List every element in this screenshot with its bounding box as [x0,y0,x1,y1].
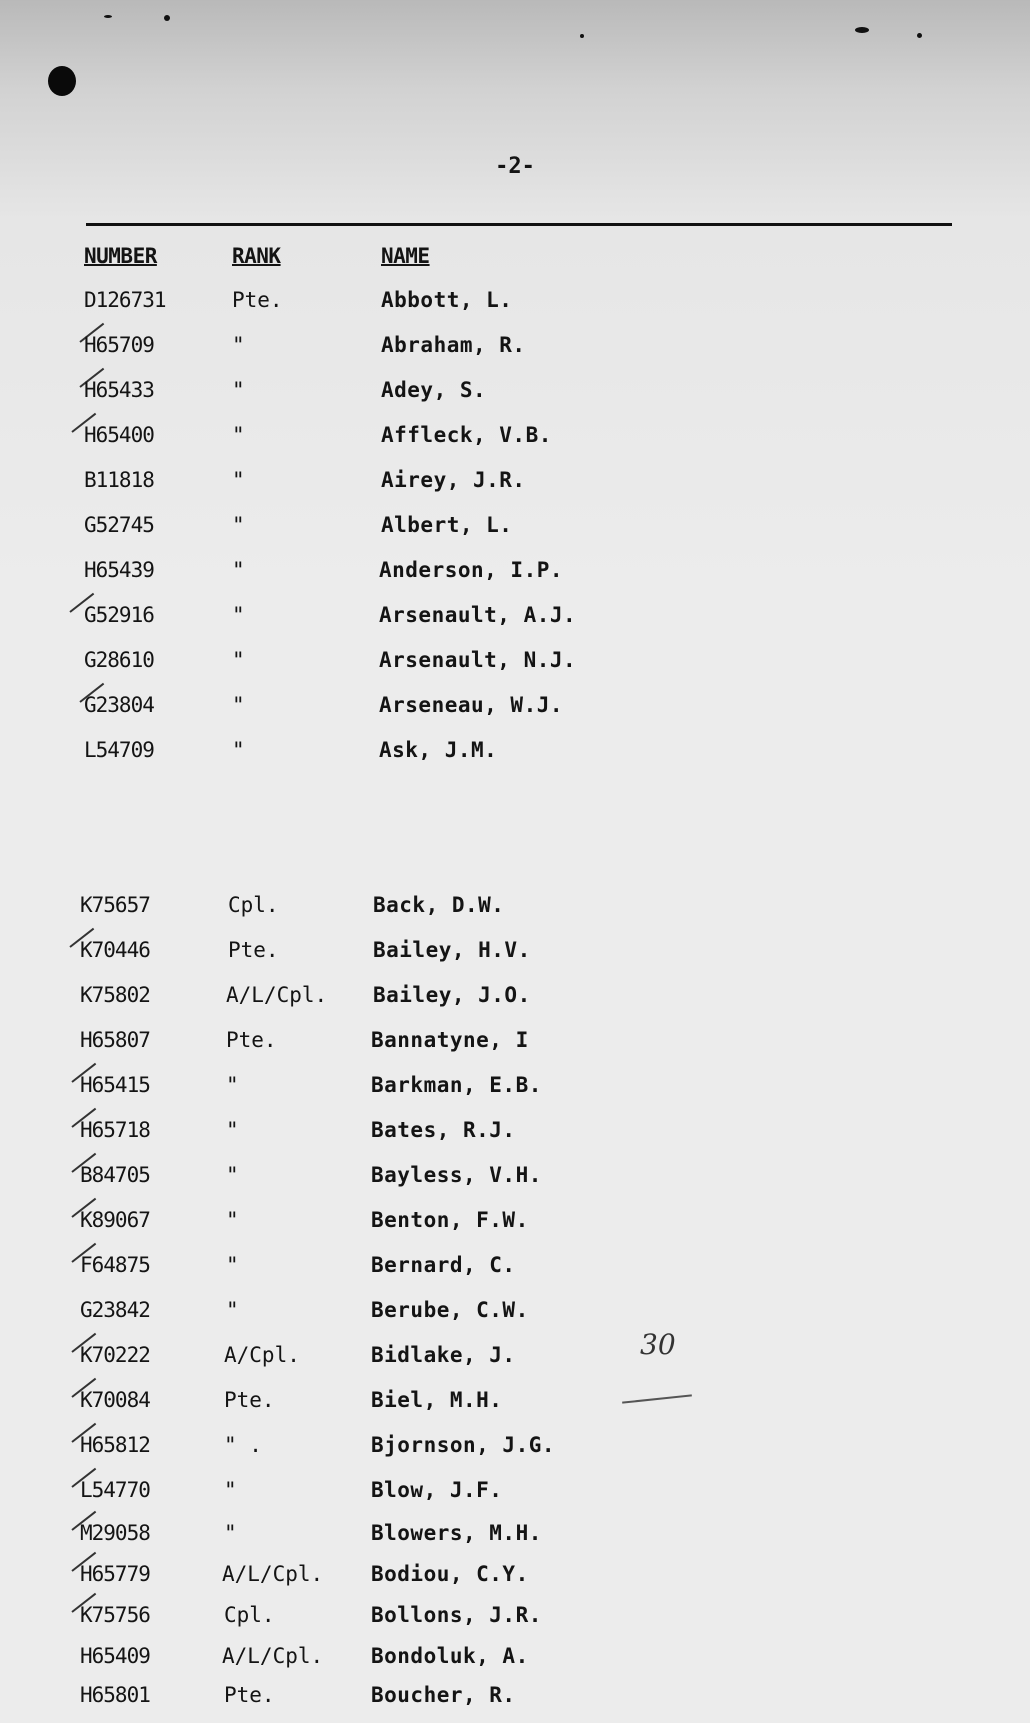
table-row [0,423,1030,463]
table-row [0,938,1030,978]
ink-speck [580,34,584,38]
soldier-name: Blow, J.F. [371,1478,503,1502]
rank: A/L/Cpl. [226,983,328,1007]
rank: " [232,738,245,762]
rank: " [226,1253,239,1277]
table-row [0,1433,1030,1473]
rank: " [226,1298,239,1322]
rank: Pte. [228,938,279,962]
service-number: G23804 [84,693,154,717]
table-row [0,513,1030,553]
punch-hole [48,66,76,96]
table-row [0,738,1030,778]
ink-speck [164,15,170,21]
service-number: H65415 [80,1073,150,1097]
soldier-name: Abraham, R. [381,333,526,357]
soldier-name: Back, D.W. [373,893,505,917]
soldier-name: Bayless, V.H. [371,1163,542,1187]
soldier-name: Bailey, H.V. [373,938,531,962]
rank: Pte. [232,288,283,312]
soldier-name: Bjornson, J.G. [371,1433,556,1457]
rank: " [226,1163,239,1187]
rank: Pte. [224,1388,275,1412]
table-row [0,1163,1030,1203]
name-column-header: NAME [381,244,430,268]
ink-speck [104,15,112,18]
service-number: H65718 [80,1118,150,1142]
soldier-name: Bondoluk, A. [371,1644,529,1668]
rank: " [226,1118,239,1142]
table-row [0,1683,1030,1723]
service-number: K70446 [80,938,150,962]
rank: " [232,378,245,402]
service-number: D126731 [84,288,166,312]
service-number: K70084 [80,1388,150,1412]
ink-speck [917,33,922,38]
rank: Cpl. [224,1603,275,1627]
soldier-name: Bannatyne, I [371,1028,529,1052]
service-number: H65807 [80,1028,150,1052]
soldier-name: Biel, M.H. [371,1388,503,1412]
service-number: G28610 [84,648,154,672]
rank: A/L/Cpl. [222,1562,324,1586]
rank: " [224,1478,237,1502]
soldier-name: Barkman, E.B. [371,1073,542,1097]
soldier-name: Benton, F.W. [371,1208,529,1232]
header-rule [86,223,952,226]
soldier-name: Blowers, M.H. [371,1521,542,1545]
soldier-name: Arseneau, W.J. [379,693,564,717]
service-number: H65433 [84,378,154,402]
table-row [0,288,1030,328]
table-row [0,648,1030,688]
table-row [0,893,1030,933]
service-number: H65779 [80,1562,150,1586]
service-number: K89067 [80,1208,150,1232]
service-number: H65801 [80,1683,150,1707]
service-number: H65400 [84,423,154,447]
table-row [0,1521,1030,1561]
service-number: L54770 [80,1478,150,1502]
service-number: G23842 [80,1298,150,1322]
service-number: B84705 [80,1163,150,1187]
table-row [0,378,1030,418]
table-row [0,468,1030,508]
rank-column-header: RANK [232,244,281,268]
soldier-name: Ask, J.M. [379,738,498,762]
rank: " [232,513,245,537]
service-number: G52916 [84,603,154,627]
ink-speck [855,27,869,33]
table-row [0,1298,1030,1338]
rank: " [232,468,245,492]
rank: Pte. [226,1028,277,1052]
table-row [0,1478,1030,1518]
soldier-name: Bidlake, J. [371,1343,516,1367]
table-row [0,333,1030,373]
service-number: M29058 [80,1521,150,1545]
soldier-name: Affleck, V.B. [381,423,552,447]
service-number: H65812 [80,1433,150,1457]
rank: " [232,558,245,582]
handwritten-margin-note: 30 [640,1328,676,1361]
rank: " . [224,1433,262,1457]
rank: " [232,423,245,447]
table-row [0,1343,1030,1383]
number-column-header: NUMBER [84,244,157,268]
soldier-name: Bodiou, C.Y. [371,1562,529,1586]
table-row [0,1388,1030,1428]
soldier-name: Berube, C.W. [371,1298,529,1322]
service-number: G52745 [84,513,154,537]
rank: " [232,648,245,672]
rank: Cpl. [228,893,279,917]
rank: Pte. [224,1683,275,1707]
soldier-name: Bailey, J.O. [373,983,531,1007]
service-number: F64875 [80,1253,150,1277]
soldier-name: Anderson, I.P. [379,558,564,582]
soldier-name: Arsenault, A.J. [379,603,577,627]
rank: " [232,333,245,357]
soldier-name: Adey, S. [381,378,487,402]
rank: " [232,603,245,627]
table-row [0,1208,1030,1248]
rank: " [232,693,245,717]
soldier-name: Arsenault, N.J. [379,648,577,672]
table-row [0,1118,1030,1158]
service-number: K70222 [80,1343,150,1367]
soldier-name: Boucher, R. [371,1683,516,1707]
table-row [0,1253,1030,1293]
table-row [0,983,1030,1023]
soldier-name: Bernard, C. [371,1253,516,1277]
soldier-name: Bollons, J.R. [371,1603,542,1627]
soldier-name: Abbott, L. [381,288,513,312]
table-row [0,1603,1030,1643]
service-number: K75756 [80,1603,150,1627]
soldier-name: Airey, J.R. [381,468,526,492]
service-number: L54709 [84,738,154,762]
rank: A/Cpl. [224,1343,300,1367]
rank: " [224,1521,237,1545]
table-row [0,693,1030,733]
service-number: K75802 [80,983,150,1007]
service-number: H65709 [84,333,154,357]
table-row [0,1073,1030,1113]
service-number: H65439 [84,558,154,582]
soldier-name: Bates, R.J. [371,1118,516,1142]
rank: " [226,1073,239,1097]
table-row [0,558,1030,598]
rank: A/L/Cpl. [222,1644,324,1668]
soldier-name: Albert, L. [381,513,513,537]
table-row [0,1562,1030,1602]
table-row [0,603,1030,643]
service-number: K75657 [80,893,150,917]
rank: " [226,1208,239,1232]
table-row [0,1644,1030,1684]
table-row [0,1028,1030,1068]
service-number: H65409 [80,1644,150,1668]
service-number: B11818 [84,468,154,492]
page-number: -2- [495,154,535,179]
